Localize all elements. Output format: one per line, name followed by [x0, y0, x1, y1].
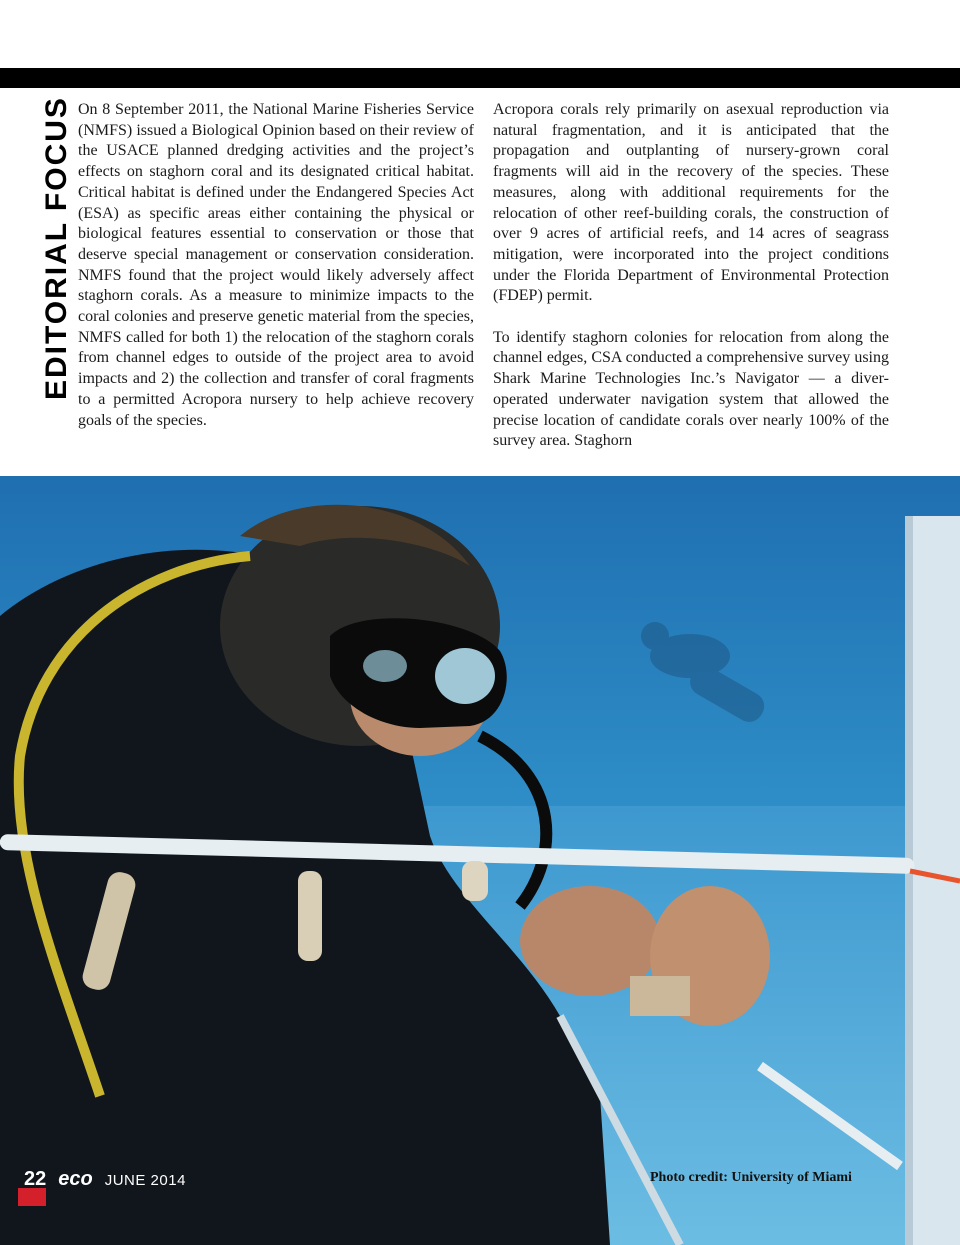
- photo-credit: Photo credit: University of Miami: [650, 1170, 852, 1185]
- diver-photo: [0, 476, 960, 1245]
- page-footer: [24, 1168, 186, 1198]
- paragraph: Acropora corals rely primarily on asexual reproduction via natural fragmentation, and it is anticipated that the propagation and outplanting of nursery-grown coral fragments will aid in the recovery of the species. These measures, along with additional requirements for the relocation of other reef-building corals, the construction of over 9 acres of artificial reefs, and 14 acres of seagrass mitigation, were incorporated into the project conditions under the Florida Department of Environmental Protection (FDEP) permit.: [493, 101, 889, 305]
- magazine-name: eco: [58, 1168, 93, 1190]
- header-rule-accent: [0, 68, 40, 88]
- article-column-left: [78, 100, 474, 452]
- section-title: EDITORIAL FOCUS: [40, 96, 73, 400]
- page-number: 22: [24, 1168, 47, 1190]
- article-column-right: [493, 100, 889, 473]
- paragraph: To identify staghorn colonies for relocation from along the channel edges, CSA conducted a comprehensive survey using Shark Marine Technologies Inc.’s Navigator — a diver-operated underwater navigation system that allowed the precise location of candidate corals over nearly 100% of the survey area. Staghorn: [493, 328, 889, 450]
- issue-date: JUNE 2014: [104, 1172, 186, 1189]
- header-rule: [0, 68, 960, 88]
- paragraph: On 8 September 2011, the National Marine Fisheries Service (NMFS) issued a Biological Opinion based on their review of the USACE planned dredging activities and the project’s effects on staghorn coral and its designated critical habitat. Critical habitat is defined under the Endangered Species Act (ESA) as specific areas either containing the physical or biological features essential to conservation or those that deserve special management or conservation consideration. NMFS found that the project would likely adversely affect staghorn corals. As a measure to minimize impacts to the coral colonies and preserve genetic material from the species, NMFS called for both 1) the relocation of the staghorn corals from channel edges to outside of the project area to avoid impacts and 2) the collection and transfer of coral fragments to a permitted Acropora nursery to help achieve recovery goals of the species.: [78, 101, 474, 429]
